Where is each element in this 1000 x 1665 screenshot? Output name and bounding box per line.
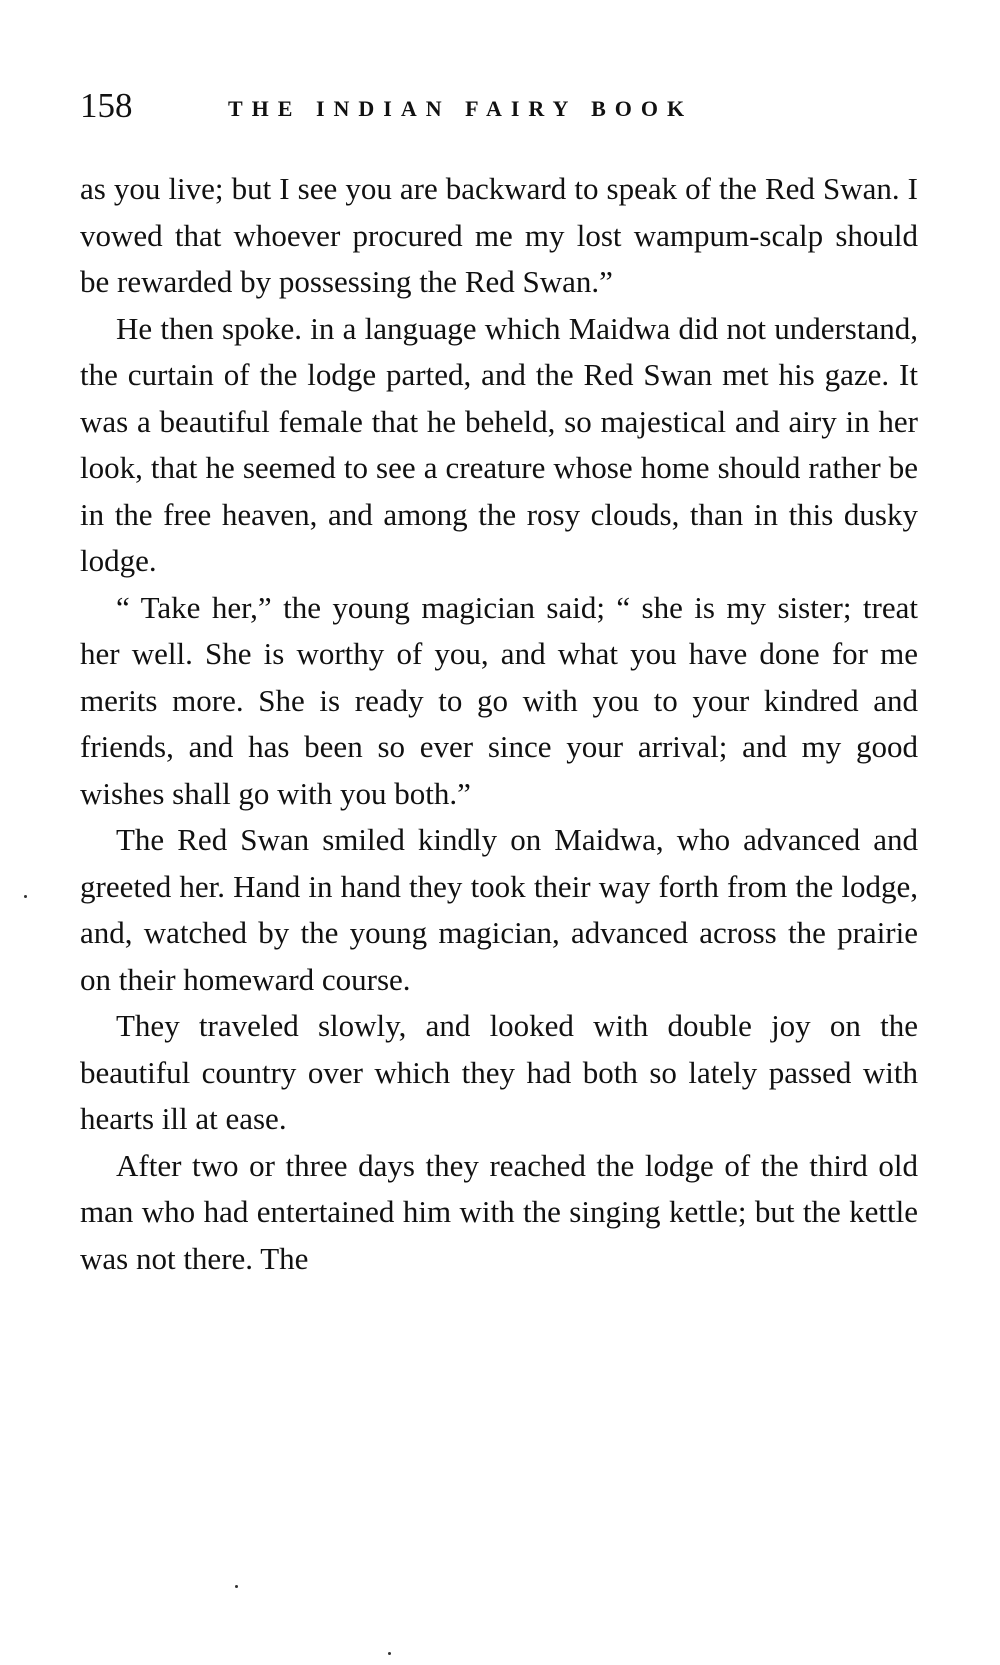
paragraph-4: The Red Swan smiled kindly on Maidwa, who advanced and greeted her. Hand in hand they took their way forth from the lodge, and, watched by the young magician, advanced across the prairie on their homeward course. xyxy=(80,822,918,997)
page-header xyxy=(80,86,940,136)
print-speck xyxy=(24,895,27,898)
page-number: 158 xyxy=(80,86,133,125)
paragraph-2: He then spoke. in a language which Maidwa did not understand, the curtain of the lodge parted, and the Red Swan met his gaze. It was a beautiful female that he beheld, so majestical and airy in her look, that he seemed to see a creature whose home should rather be in the free heaven, and among the rosy clouds, than in this dusky lodge. xyxy=(80,310,918,578)
paragraph-5: They traveled slowly, and looked with double joy on the beautiful country over which they had both so lately passed with hearts ill at ease. xyxy=(80,1008,918,1136)
running-title: THE INDIAN FAIRY BOOK xyxy=(228,96,694,121)
print-speck xyxy=(235,1585,238,1588)
print-speck xyxy=(388,1652,391,1655)
paragraph-6: After two or three days they reached the lodge of the third old man who had entertained him with the singing kettle; but the kettle was not there. The xyxy=(80,1147,918,1276)
paragraph-3: “ Take her,” the young magician said; “ she is my sister; treat her well. She is worthy of you, and what you have done for me merits more. She is ready to go with you to your kindred and friends, and has been so ever since your arrival; and my good wishes shall go with you both.” xyxy=(80,589,918,811)
body-text xyxy=(80,166,918,1282)
paragraph-1: as you live; but I see you are backward to speak of the Red Swan. I vowed that whoever procured me my lost wampum-scalp should be rewarded by possessing the Red Swan.” xyxy=(80,171,918,299)
